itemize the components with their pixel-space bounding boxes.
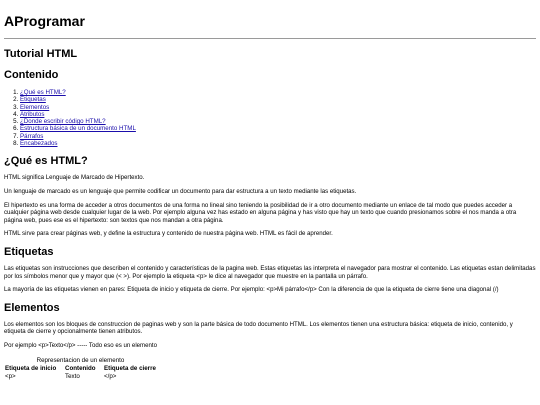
paragraph: HTML significa Lenguaje de Marcado de Hipertexto. (4, 174, 145, 182)
toc-item (20, 89, 536, 96)
toc-link-estructura-basica[interactable]: Estructura básica de un documento HTML (20, 125, 136, 133)
toc-link-donde-escribir[interactable]: ¿Donde escribir código HTML? (20, 118, 106, 126)
paragraph: Un lenguaje de marcado es un lenguaje que permite codificar un documento para dar estructura a un texto mediante las etiquetas. (4, 187, 357, 195)
paragraph: Las etiquetas son instrucciones que describen el contenido y características de la pagina web. Estas etiquetas las interpreta el navegador para mostrar el contenido. Las etiquetas estan delimitadas por los símbolos menor que y mayor que (< >). Por ejemplo la etiqueta <p> le dice al navegador que muestre en la pantalla un párrafo. (4, 265, 536, 280)
table-header-cell: Etiqueta de inicio (5, 365, 57, 373)
toc-link-que-es-html[interactable]: ¿Qué es HTML? (20, 89, 66, 96)
section-heading-que-es-html: ¿Qué es HTML? (4, 155, 88, 168)
toc-item (20, 96, 536, 103)
toc-link-atributos[interactable]: Atributos (20, 110, 45, 118)
header-divider (4, 38, 536, 39)
toc-link-encabezados[interactable]: Encabezados (20, 140, 58, 148)
toc-item (20, 140, 536, 147)
paragraph: La mayoría de las etiquetas vienen en pares: Etiqueta de inicio y etiqueta de cierre. Por ejemplo: <p>Mi párrafo</p> Con la diferencia de que la etiqueta de cierre tiene una diagonal (/) (4, 286, 499, 294)
element-table (4, 357, 157, 381)
site-title: AProgramar (4, 13, 85, 29)
table-caption: Representacion de un elemento (36, 356, 125, 364)
table-cell: Texto (65, 373, 80, 381)
table-header-cell: Etiqueta de cierre (104, 365, 156, 373)
table-cell: </p> (104, 373, 117, 381)
table-of-contents (4, 89, 536, 147)
paragraph: Por ejemplo <p>Texto</p> ----- Todo eso es un elemento (4, 342, 157, 350)
toc-item (20, 118, 536, 125)
toc-item (20, 125, 536, 132)
paragraph: El hipertexto es una forma de acceder a otros documentos de una forma no lineal sino teniendo la posibilidad de ir a otro documento mediante un enlace de tal modo que puedes acceder a cualquier página web desde cualquier lugar de la web. Por ejemplo alguna vez has estado en alguna página y has visto que hay un texto que cuando presionamos sobre el nos manda a otra página web, pues ese es el hipertexto: son textos que nos mandan a otra página. (4, 201, 517, 224)
table-header-row (4, 365, 157, 373)
contents-heading: Contenido (4, 69, 59, 81)
toc-item (20, 133, 536, 140)
toc-link-etiquetas[interactable]: Etiquetas (20, 96, 46, 104)
paragraph: Los elementos son los bloques de construccion de paginas web y son la parte básica de todo documento HTML. Los elementos tienen una estructura básica: etiqueta de inicio, contenido, y etiqueta de cierre y opcionalmente tienen atributos. (4, 320, 513, 336)
toc-link-parrafos[interactable]: Párrafos (20, 132, 44, 140)
table-header-cell: Contenido (65, 365, 96, 373)
paragraph: HTML sirve para crear páginas web, y define la estructura y contenido de nuestra página web. HTML es fácil de aprender. (4, 230, 333, 238)
toc-item (20, 104, 536, 111)
toc-link-elementos[interactable]: Elementos (20, 103, 50, 111)
section-heading-elementos: Elementos (4, 301, 60, 314)
section-heading-etiquetas: Etiquetas (4, 246, 54, 259)
table-row (4, 373, 157, 381)
toc-item (20, 111, 536, 118)
table-cell: <p> (5, 373, 16, 381)
tutorial-title: Tutorial HTML (4, 48, 78, 60)
